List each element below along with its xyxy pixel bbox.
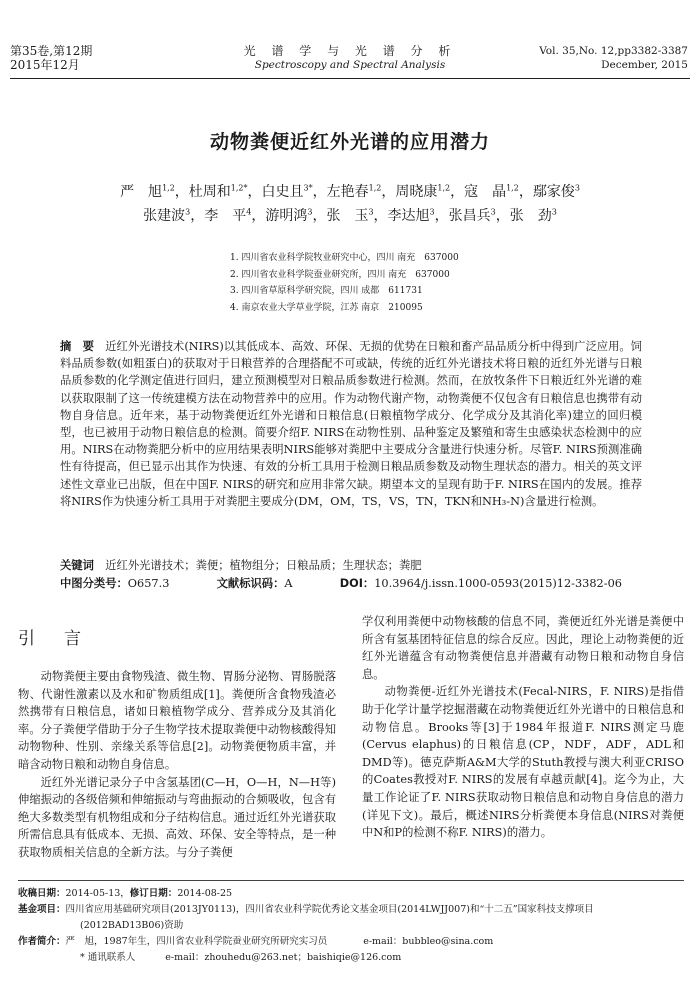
author-affiliation-marker: 1,2 <box>437 183 451 193</box>
footnote-rule <box>18 880 684 881</box>
body-paragraph: 动物粪便主要由食物残渣、微生物、胃肠分泌物、胃肠脱落物、代谢性激素以及水和矿物质组成[1]。粪便所含食物残渣必然携带有日粮信息，诸如日粮植物学成分、营养成分及其消化率。分子粪便学借助于分子生物学技术提取粪便中动物核酸得知动物物种、性别、亲缘关系等信息[2]。动物粪便物质丰富，并暗含动物日粮和动物自身信息。 <box>18 670 336 771</box>
revised-label: 修订日期： <box>129 888 178 899</box>
author-name: 杜周和 <box>188 184 231 200</box>
keywords-label: 关键词 <box>60 559 94 572</box>
date-en: December, 2015 <box>601 59 688 71</box>
author-name: 寇 晶 <box>464 184 507 200</box>
received-date: 2014-05-13， <box>65 888 130 899</box>
affiliation-item: 3. 四川省草原科学研究院，四川 成都 611731 <box>230 286 423 296</box>
clc-value: O657.3 <box>127 577 170 590</box>
body-paragraph: 近红外光谱记录分子中含氢基团(C—H，O—H，N—H等)伸缩振动的各级倍频和伸缩振动与弯曲振动的合频吸收，包含有绝大多数类型有机物组成和分子结构信息。通过近红外光谱获取所需信息具有低成本、无损、高效、环保、安全等特点，是一种获取物质相关信息的全新方法。与分子粪便 <box>18 775 336 859</box>
author-affiliation-marker: 3* <box>303 183 313 193</box>
paper-title: 动物粪便近红外光谱的应用潜力 <box>209 131 490 153</box>
keywords-text: 近红外光谱技术；粪便；植物组分；日粮品质；生理状态；粪肥 <box>105 559 422 572</box>
revised-date: 2014-08-25 <box>177 888 233 899</box>
corresponding-author <box>18 950 688 966</box>
author-affiliation-marker: 3 <box>490 207 496 217</box>
author-affiliation-marker: 3 <box>429 207 435 217</box>
author-email: e-mail：bubbleo@sina.com <box>363 936 494 947</box>
author-affiliation-marker: 3 <box>307 207 313 217</box>
author-affiliation-marker: 3 <box>551 207 557 217</box>
author-name: 白史且 <box>261 184 304 200</box>
author-affiliation-marker: 1,2 <box>368 183 382 193</box>
received-dates <box>18 886 688 902</box>
author-affiliation-marker: 1,2 <box>506 183 519 193</box>
author-affiliation-marker: 3 <box>574 183 580 193</box>
affiliations <box>230 250 459 316</box>
fund-label: 基金项目： <box>18 904 66 915</box>
body-column-right <box>362 613 684 842</box>
corresponding-email: e-mail：zhouhedu@263.net；baishiqie@126.com <box>165 952 402 963</box>
author-affiliation-marker: 1,2 <box>162 183 175 193</box>
author-bio <box>18 934 688 950</box>
author-name: 左艳春 <box>326 184 369 200</box>
doc-code-label: 文献标识码： <box>216 577 285 590</box>
fund-text: 四川省应用基础研究项目(2013JY0113)，四川省农业科学院优秀论文基金项目(2014LWJJ007)和“十二五”国家科技支撑项目 <box>65 904 594 915</box>
author-line-2: 张建波$^3$，李 平$^4$，游明鸿$^3$，张 玉$^3$，李达旭$^3$，张昌兵$^3$，张 劲$^3$ <box>143 207 557 224</box>
doi-value: 10.3964/j.issn.1000-0593(2015)12-3382-06 <box>374 577 622 590</box>
author-list <box>60 180 640 228</box>
doc-code-value: A <box>284 577 293 590</box>
author-bio-text: 严 旭，1987年生，四川省农业科学院蚕业研究所研究实习员 <box>65 936 328 947</box>
author-affiliation-marker: 3 <box>368 207 374 217</box>
body-paragraph: 动物粪便-近红外光谱技术(Fecal-NIRS，F. NIRS)是指借助于化学计量学挖掘潜藏在动物粪便近红外光谱中的日粮信息和动物信息。Brooks等[3]于1984年报道F. NIRS测定马鹿(Cervus elaphus)的日粮信息(CP，NDF，ADF，ADL和DMD等)。德克萨斯A&M大学的Stuth教授与澳大利亚CRISO的Coates教授对F. NIRS的发展有卓越贡献[4]。迄今为止，大量工作论证了F. NIRS获取动物日粮信息和动物自身信息的潜力(详见下文)。最后，概述NIRS分析粪便本身信息(NIRS对粪便中N和P的检测不称F. NIRS)的潜力。 <box>362 685 684 840</box>
volume-issue-cn: 第35卷,第12期 <box>10 44 93 58</box>
author-name: 李 平 <box>204 208 247 224</box>
journal-volume-en <box>539 44 688 72</box>
author-name: 游明鸿 <box>265 208 308 224</box>
section-heading-introduction: 引 言 <box>18 629 87 649</box>
fund-info-cont: (2012BAD13B06)资助 <box>80 920 184 931</box>
clc-label: 中图分类号： <box>60 577 128 590</box>
author-name: 张 劲 <box>509 208 552 224</box>
author-name: 鄢家俊 <box>532 184 575 200</box>
header-rule <box>10 78 690 79</box>
keywords-row <box>60 557 650 575</box>
journal-name-cn: 光 谱 学 与 光 谱 分 析 <box>243 44 457 58</box>
author-name: 张 玉 <box>326 208 369 224</box>
author-affiliation-marker: 4 <box>246 207 252 217</box>
author-name: 周晓康 <box>395 184 438 200</box>
affiliation-item: 4. 南京农业大学草业学院，江苏 南京 210095 <box>230 302 423 313</box>
author-name: 张建波 <box>143 208 186 224</box>
author-name: 张昌兵 <box>448 208 491 224</box>
author-line-1: 严 旭$^{1,2}$，杜周和$^{1,2*}$，白史且$^{3*}$，左艳春$^{1,2}$，周晓康$^{1,2}$，寇 晶$^{1,2}$，鄢家俊$^3$ <box>120 183 580 200</box>
affiliation-item: 1. 四川省农业科学院牧业研究中心，四川 南充 637000 <box>230 253 459 263</box>
received-label: 收稿日期： <box>18 888 66 899</box>
fund-info <box>18 902 688 918</box>
date-cn: 2015年12月 <box>10 58 80 72</box>
classification-row <box>60 575 650 593</box>
corresponding-label: * 通讯联系人 <box>80 952 136 963</box>
author-affiliation-marker: 1,2* <box>230 183 248 193</box>
author-name: 李达旭 <box>387 208 430 224</box>
doi-label: DOI： <box>339 577 375 590</box>
body-paragraph: 学仅利用粪便中动物核酸的信息不同，粪便近红外光谱是粪便中所含有氢基团特征信息的综合反应。因此，理论上动物粪便的近红外光谱蕴含有动物粪便信息并潜藏有动物日粮和动物自身信息。 <box>362 615 684 681</box>
abstract-label: 摘 要 <box>60 340 94 353</box>
volume-issue-en: Vol. 35,No. 12,pp3382-3387 <box>539 45 688 57</box>
abstract <box>60 338 642 510</box>
keywords-block <box>60 557 650 593</box>
body-column-left <box>18 668 336 862</box>
affiliation-item: 2. 四川省农业科学院蚕业研究所，四川 南充 637000 <box>230 269 450 280</box>
author-name: 严 旭 <box>120 184 163 200</box>
footnotes <box>18 886 688 966</box>
abstract-text: 近红外光谱技术(NIRS)以其低成本、高效、环保、无损的优势在日粮和畜产品品质分析中得到广泛应用。饲料品质参数(如粗蛋白)的获取对于日粮营养的合理搭配不可或缺，传统的近红外光谱技术将日粮的近红外光谱与日粮品质参数的化学测定值进行回归，建立预测模型对日粮品质参数进行检测。然而，在放牧条件下日粮近红外光谱的难以获取限制了这一传统建模方法在动物营养中的应用。作为动物代谢产物，动物粪便不仅包含有日粮信息也携带有动物自身信息。近年来，基于动物粪便近红外光谱和日粮信息(日粮植物学成分、化学成分及其消化率)建立的回归模型，也已被用于动物日粮信息的检测。简要介绍F. NIRS在动物性别、品种鉴定及繁殖和寄生虫感染状态检测中的应用。NIRS在动物粪肥分析中的应用结果表明NIRS能够对粪肥中主要成分含量进行快速分析。尽管F. NIRS预测准确性有待提高，但已显示出其作为快速、有效的分析工具用于检测日粮品质参数及动物生理状态的潜力。相关的英文评述性文章业已出版，但在中国F. NIRS的研究和应用非常欠缺。期望本文的呈现有助于F. NIRS在国内的发展。推荐将NIRS作为快速分析工具用于对粪肥主要成分(DM，OM，TS，VS，TN，TKN和NH₃-N)含量进行检测。 <box>60 340 642 508</box>
journal-name-en: Spectroscopy and Spectral Analysis <box>254 59 446 71</box>
author-affiliation-marker: 3 <box>185 207 191 217</box>
author-bio-label: 作者简介： <box>18 936 66 947</box>
